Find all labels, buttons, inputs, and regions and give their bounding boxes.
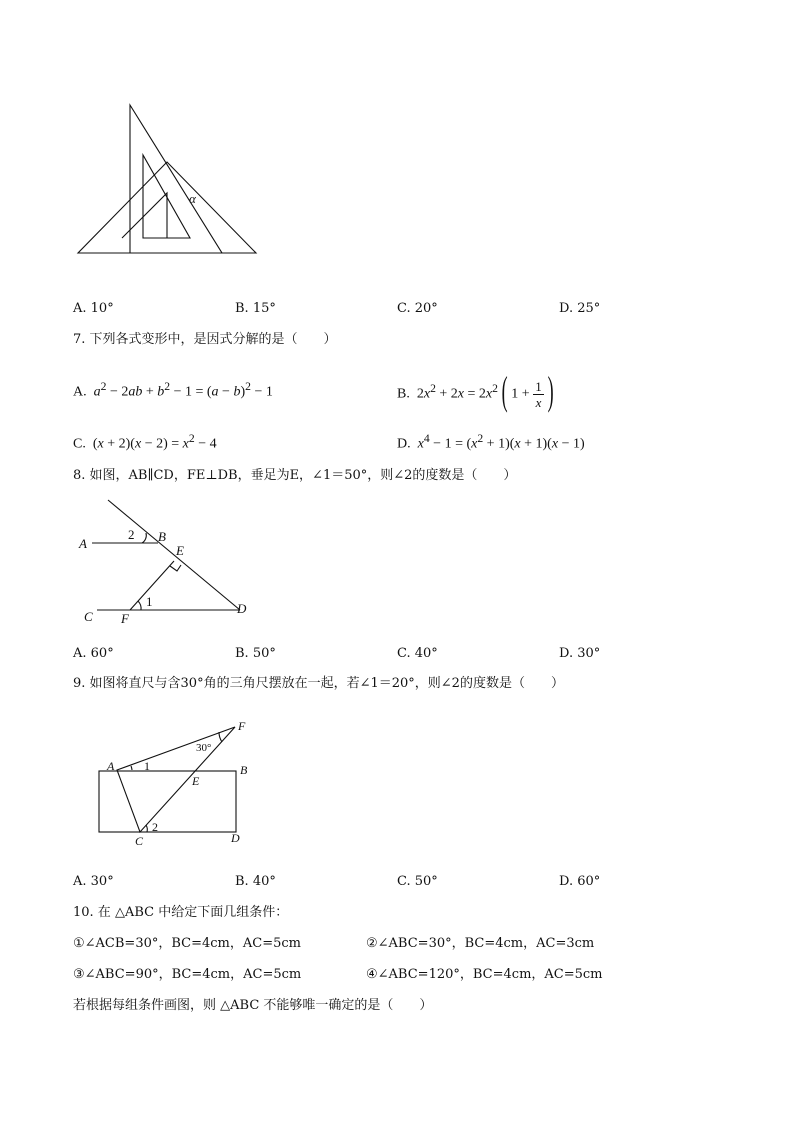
q8-label-angle1: 1: [146, 594, 153, 609]
q6-option-b: B. 15°: [235, 301, 276, 316]
q10-condition-3: ③∠ABC=90°，BC=4cm，AC=5cm: [73, 967, 302, 982]
q6-option-d: D. 25°: [559, 301, 601, 316]
q10-question: 若根据每组条件画图，则 △ABC 不能够唯一确定的是（ ）: [73, 998, 433, 1013]
q8-angle2-arc: [142, 533, 146, 543]
q7-option-b-letter: B.: [397, 386, 410, 402]
q6-option-c: C. 20°: [397, 301, 438, 316]
q8-label-b: B: [158, 529, 166, 544]
q6-large-set-square-inner: [122, 193, 167, 238]
q8-label-angle2: 2: [128, 527, 135, 542]
q9-label-30: 30°: [196, 742, 212, 754]
q8-right-angle-mark: [170, 565, 181, 571]
q7-stem: 7. 下列各式变形中，是因式分解的是（ ）: [73, 332, 337, 347]
q9-angle1-arc: [131, 766, 132, 770]
q9-option-a: A. 30°: [73, 874, 114, 889]
q6-figure: [60, 95, 280, 265]
q8-option-c: C. 40°: [397, 646, 438, 661]
q8-option-a: A. 60°: [73, 646, 114, 661]
q8-label-d: D: [237, 601, 247, 616]
q9-label-b: B: [240, 763, 248, 777]
q9-label-f: F: [238, 719, 246, 733]
q8-line-db: [108, 500, 240, 610]
q9-label-e: E: [192, 774, 200, 788]
q9-triangle: [117, 727, 235, 832]
q9-option-c: C. 50°: [397, 874, 438, 889]
q10-condition-1: ①∠ACB=30°，BC=4cm，AC=5cm: [73, 936, 301, 951]
q7-option-a-letter: A.: [73, 384, 87, 400]
q8-label-c: C: [84, 609, 93, 624]
q9-option-d: D. 60°: [559, 874, 601, 889]
q6-option-a: A. 10°: [73, 301, 114, 316]
q9-label-2: 2: [152, 820, 158, 834]
q9-stem: 9. 如图将直尺与含30°角的三角尺摆放在一起，若∠1＝20°，则∠2的度数是（ ）: [73, 676, 564, 691]
q8-option-d: D. 30°: [559, 646, 601, 661]
q9-label-c: C: [135, 834, 144, 848]
q8-option-b: B. 50°: [235, 646, 276, 661]
q9-label-d: D: [231, 831, 240, 845]
q8-figure: [70, 495, 270, 630]
q9-figure: [95, 718, 265, 853]
q10-condition-2: ②∠ABC=30°，BC=4cm，AC=3cm: [366, 936, 595, 951]
q6-label-alpha: α: [189, 191, 196, 206]
q8-angle1-arc: [138, 601, 141, 610]
q8-stem: 8. 如图，AB∥CD，FE⊥DB，垂足为E，∠1＝50°，则∠2的度数是（ ）: [73, 468, 517, 483]
q9-angle2-arc: [146, 825, 147, 832]
q7-option-c-letter: C.: [73, 436, 86, 452]
q7-option-b: B. $2x^2 + 2x = 2x^2$( 1 + $\frac{1}{x}$ ): [397, 367, 554, 413]
q7-option-c: C. $(x + 2)(x - 2) = x^2 - 4$: [73, 432, 217, 452]
q7-option-d-letter: D.: [397, 436, 411, 452]
q10-condition-4: ④∠ABC=120°，BC=4cm，AC=5cm: [366, 967, 603, 982]
q9-label-1: 1: [144, 759, 150, 773]
q10-stem: 10. 在 △ABC 中给定下面几组条件：: [73, 905, 289, 920]
q9-angle30-arc: [219, 732, 222, 742]
q7-option-a: A. $a^2 - 2ab + b^2 - 1 = (a - b)^2 - 1$: [73, 380, 273, 400]
q6-tall-set-square: [130, 105, 222, 253]
q8-label-e: E: [176, 543, 184, 558]
q9-label-a: A: [107, 759, 115, 773]
q8-label-f: F: [121, 611, 129, 626]
q9-option-b: B. 40°: [235, 874, 276, 889]
q7-option-d: D. $x^4 - 1 = (x^2 + 1)(x + 1)(x - 1)$: [397, 432, 585, 452]
q8-label-a: A: [79, 536, 87, 551]
